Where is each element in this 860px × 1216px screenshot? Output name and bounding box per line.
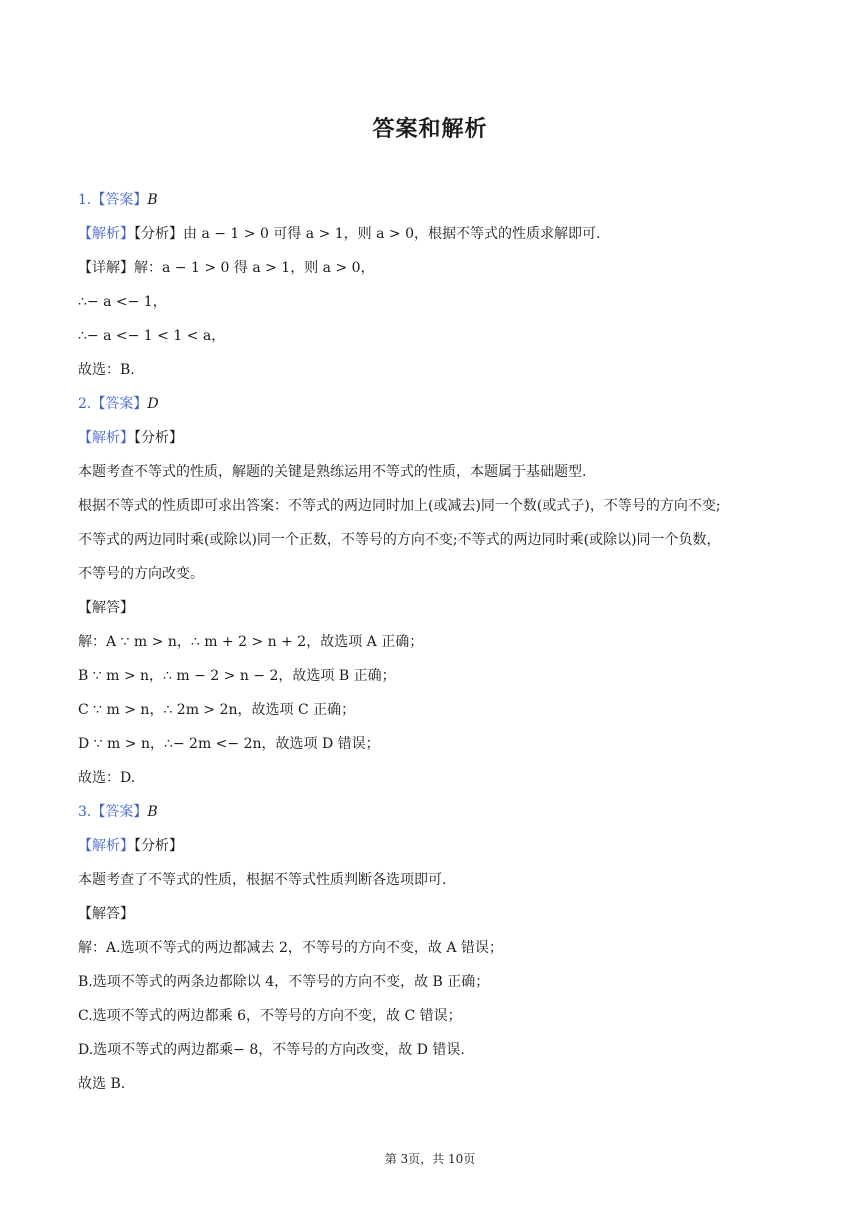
q3-answer-tag: 【答案】 <box>91 804 148 820</box>
q2-option-b: B ∵ m > n，∴ m − 2 > n − 2，故选项 B 正确； <box>78 668 396 684</box>
q3-option-b: B.选项不等式的两条边都除以 4，不等号的方向不变，故 B 正确； <box>78 974 490 990</box>
q3-conclusion: 故选 B. <box>78 1076 126 1092</box>
q2-number: 2. <box>78 396 92 412</box>
q1-conclusion: 故选：B. <box>78 362 135 378</box>
q3-answer-line <box>78 802 158 822</box>
q3-answer-value: B <box>147 804 158 820</box>
q2-rule-1: 根据不等式的性质即可求出答案：不等式的两边同时加上(或减去)同一个数(或式子)，不等号的方向不变; <box>78 498 721 514</box>
q1-analysis-text: 【分析】由 a − 1 > 0 可得 a > 1，则 a > 0，根据不等式的性质求解即可. <box>134 226 601 242</box>
q2-option-a: 解：A ∵ m > n，∴ m + 2 > n + 2，故选项 A 正确； <box>78 634 424 650</box>
q2-conclusion: 故选：D. <box>78 770 136 786</box>
page-footer: 第 3页，共 10页 <box>384 1152 476 1166</box>
q1-answer-tag: 【答案】 <box>91 192 148 208</box>
q3-option-c: C.选项不等式的两边都乘 6，不等号的方向不变，故 C 错误； <box>78 1008 462 1024</box>
q2-answer-value: D <box>147 396 159 412</box>
q1-step-2: ∴− a <− 1 < 1 < a， <box>78 328 226 344</box>
q3-option-d: D.选项不等式的两边都乘− 8，不等号的方向改变，故 D 错误. <box>78 1042 465 1058</box>
q2-rule-2: 不等式的两边同时乘(或除以)同一个正数，不等号的方向不变;不等式的两边同时乘(或除以)同一个负数， <box>78 532 721 548</box>
q1-answer-value: B <box>147 192 158 208</box>
page-title: 答案和解析 <box>372 117 488 142</box>
q2-analysis-line <box>78 428 183 448</box>
q2-summary: 本题考查不等式的性质，解题的关键是熟练运用不等式的性质，本题属于基础题型. <box>78 464 587 480</box>
q2-answer-tag: 【答案】 <box>91 396 148 412</box>
q1-analysis-line <box>78 224 600 244</box>
q1-analysis-tag: 【解析】 <box>78 226 134 242</box>
q1-step-1: ∴− a <− 1， <box>78 294 167 310</box>
q2-option-d: D ∵ m > n，∴− 2m <− 2n，故选项 D 错误； <box>78 736 380 752</box>
q2-analysis-tag: 【解析】 <box>78 430 134 446</box>
q3-analysis-text: 【分析】 <box>134 838 183 854</box>
q2-option-c: C ∵ m > n，∴ 2m > 2n，故选项 C 正确； <box>78 702 356 718</box>
q2-rule-3: 不等号的方向改变。 <box>78 566 204 582</box>
q1-detail-line: 【详解】解：a − 1 > 0 得 a > 1，则 a > 0， <box>78 260 375 276</box>
q1-number: 1. <box>78 192 92 208</box>
q3-number: 3. <box>78 804 92 820</box>
q3-summary: 本题考查了不等式的性质，根据不等式性质判断各选项即可. <box>78 872 447 888</box>
q2-analysis-text: 【分析】 <box>134 430 183 446</box>
q3-analysis-tag: 【解析】 <box>78 838 134 854</box>
q3-solution-tag: 【解答】 <box>78 906 134 922</box>
q2-solution-tag: 【解答】 <box>78 600 134 616</box>
q1-answer-line <box>78 190 158 210</box>
q3-analysis-line <box>78 836 183 856</box>
q3-option-a: 解：A.选项不等式的两边都减去 2，不等号的方向不变，故 A 错误； <box>78 940 503 956</box>
q2-answer-line <box>78 394 159 414</box>
